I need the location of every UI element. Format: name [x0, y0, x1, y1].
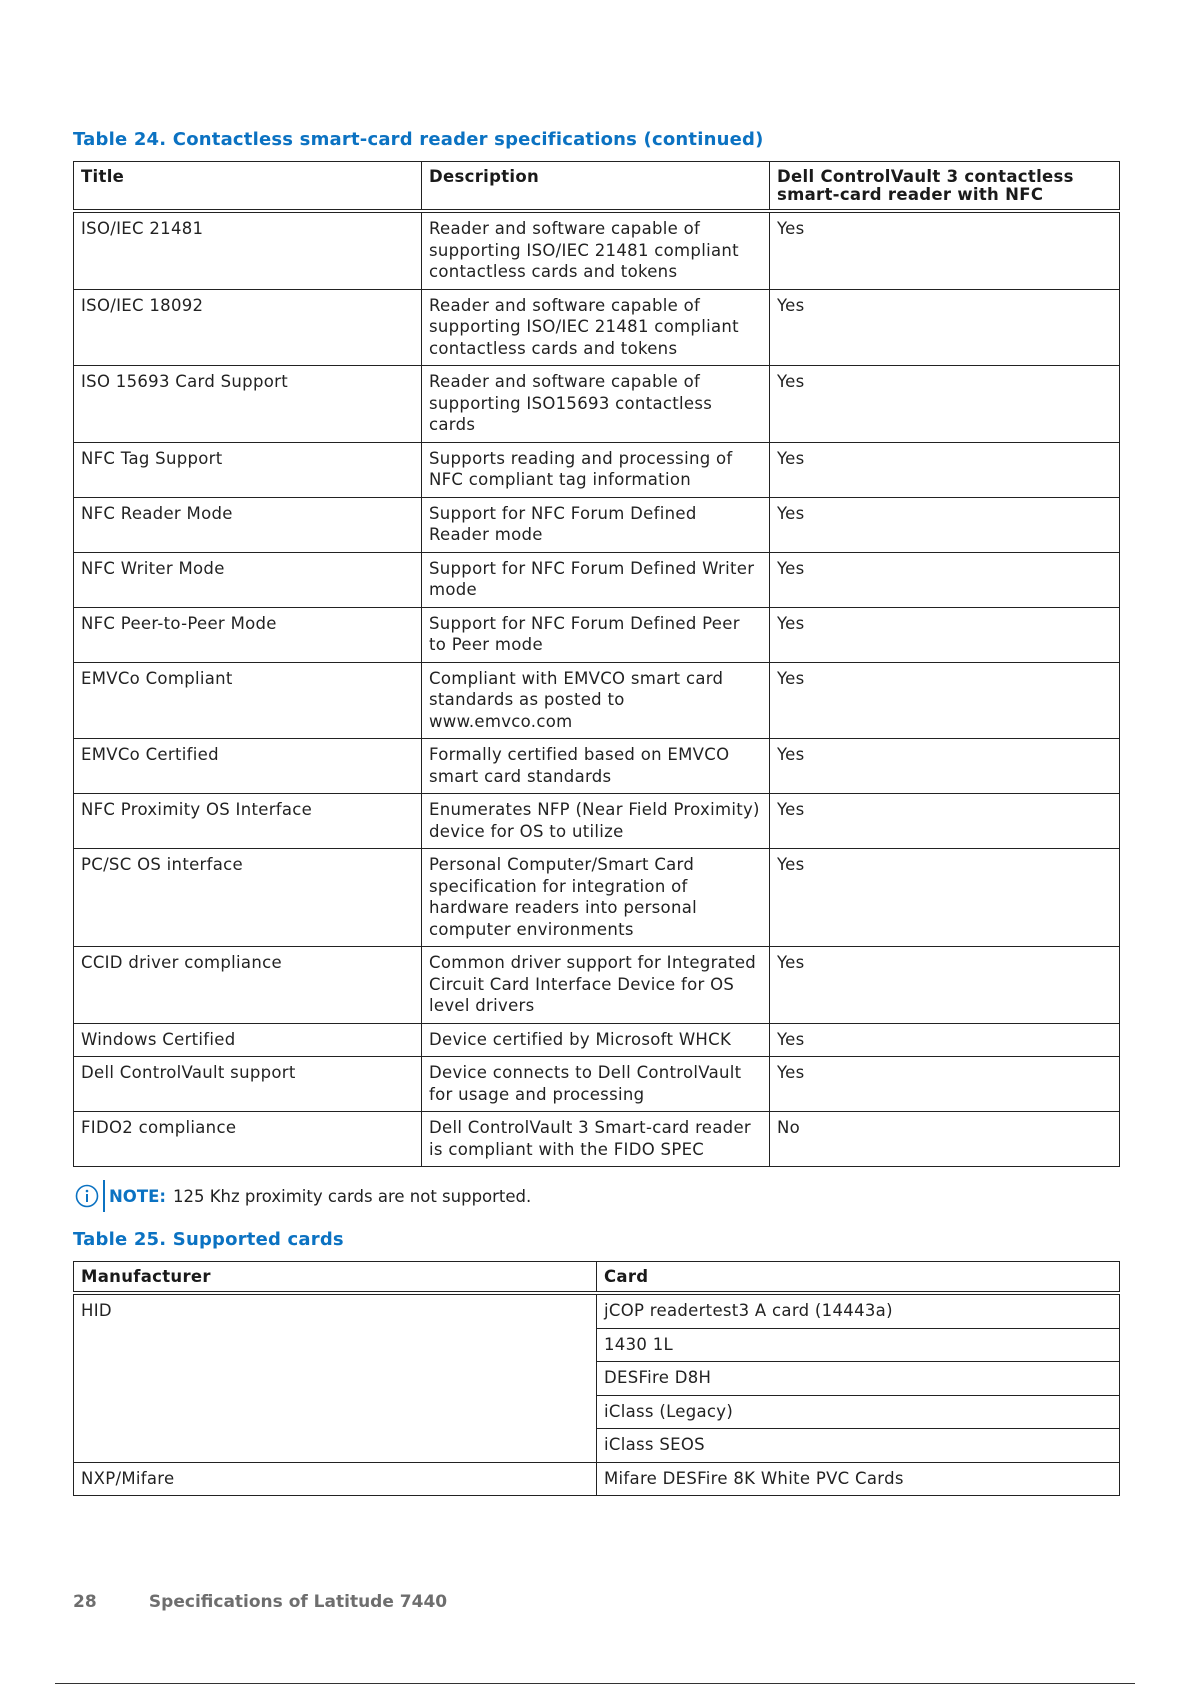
table-row: [74, 607, 1120, 662]
cell-support: Yes: [770, 366, 1120, 443]
table-row: [74, 289, 1120, 366]
cell-title: ISO/IEC 18092: [74, 289, 422, 366]
cell-description: Support for NFC Forum Defined Peer to Peer mode: [422, 607, 770, 662]
cell-card: iClass SEOS: [597, 1429, 1120, 1463]
cell-description: Reader and software capable of supporting ISO/IEC 21481 compliant contactless cards and tokens: [422, 289, 770, 366]
note-text: 125 Khz proximity cards are not supported.: [172, 1186, 532, 1206]
cell-support: Yes: [770, 662, 1120, 739]
table-row: [74, 662, 1120, 739]
cell-title: EMVCo Certified: [74, 739, 422, 794]
cell-description: Formally certified based on EMVCO smart card standards: [422, 739, 770, 794]
cell-support: Yes: [770, 947, 1120, 1024]
cell-description: Enumerates NFP (Near Field Proximity) device for OS to utilize: [422, 794, 770, 849]
cell-support: Yes: [770, 1023, 1120, 1057]
cell-title: CCID driver compliance: [74, 947, 422, 1024]
table-row: [74, 1023, 1120, 1057]
cell-support: Yes: [770, 289, 1120, 366]
table-header-row: [74, 162, 1120, 212]
cell-card: jCOP readertest3 A card (14443a): [597, 1293, 1120, 1328]
info-icon: [75, 1184, 99, 1208]
cell-manufacturer: NXP/Mifare: [74, 1462, 597, 1496]
cell-description: Device connects to Dell ControlVault for usage and processing: [422, 1057, 770, 1112]
footer-section-title: Specifications of Latitude 7440: [148, 1592, 448, 1612]
cell-description: Reader and software capable of supporting ISO/IEC 21481 compliant contactless cards and tokens: [422, 211, 770, 289]
table-row: [74, 1057, 1120, 1112]
cell-card: DESFire D8H: [597, 1362, 1120, 1396]
cell-card: 1430 1L: [597, 1328, 1120, 1362]
cell-description: Support for NFC Forum Defined Writer mode: [422, 552, 770, 607]
cell-support: Yes: [770, 607, 1120, 662]
table-row: [74, 442, 1120, 497]
cell-description: Common driver support for Integrated Circuit Card Interface Device for OS level drivers: [422, 947, 770, 1024]
cell-title: Windows Certified: [74, 1023, 422, 1057]
cell-title: EMVCo Compliant: [74, 662, 422, 739]
table-row: [74, 739, 1120, 794]
cell-title: NFC Peer-to-Peer Mode: [74, 607, 422, 662]
cell-title: NFC Proximity OS Interface: [74, 794, 422, 849]
table-row: [74, 1462, 1120, 1496]
cell-title: Dell ControlVault support: [74, 1057, 422, 1112]
table-row: [74, 211, 1120, 289]
cell-title: ISO/IEC 21481: [74, 211, 422, 289]
cell-support: Yes: [770, 211, 1120, 289]
cell-description: Supports reading and processing of NFC compliant tag information: [422, 442, 770, 497]
column-header-description: Description: [422, 162, 770, 212]
cell-support: No: [770, 1112, 1120, 1167]
cell-support: Yes: [770, 497, 1120, 552]
page-footer: [73, 1592, 447, 1612]
column-header-title: Title: [74, 162, 422, 212]
cell-description: Personal Computer/Smart Card specification for integration of hardware readers into personal computer environments: [422, 849, 770, 947]
column-header-reader: Dell ControlVault 3 contactless smart-card reader with NFC: [770, 162, 1120, 212]
cell-support: Yes: [770, 794, 1120, 849]
cell-title: PC/SC OS interface: [74, 849, 422, 947]
note-label: NOTE:: [109, 1186, 166, 1206]
table-row: [74, 366, 1120, 443]
table-row: [74, 1293, 1120, 1328]
cell-support: Yes: [770, 442, 1120, 497]
column-header-card: Card: [597, 1262, 1120, 1294]
table-row: [74, 497, 1120, 552]
cell-title: ISO 15693 Card Support: [74, 366, 422, 443]
cell-support: Yes: [770, 552, 1120, 607]
table-row: [74, 552, 1120, 607]
cell-description: Reader and software capable of supporting ISO15693 contactless cards: [422, 366, 770, 443]
cell-description: Compliant with EMVCO smart card standards as posted to www.emvco.com: [422, 662, 770, 739]
table-row: [74, 947, 1120, 1024]
table-row: [74, 849, 1120, 947]
cell-support: Yes: [770, 739, 1120, 794]
table-row: [74, 1112, 1120, 1167]
cell-card: Mifare DESFire 8K White PVC Cards: [597, 1462, 1120, 1496]
table-header-row: [74, 1262, 1120, 1294]
cell-description: Dell ControlVault 3 Smart-card reader is compliant with the FIDO SPEC: [422, 1112, 770, 1167]
cell-description: Support for NFC Forum Defined Reader mode: [422, 497, 770, 552]
cell-manufacturer: HID: [74, 1293, 597, 1462]
table-row: [74, 794, 1120, 849]
page-number: 28: [73, 1592, 97, 1612]
cell-title: FIDO2 compliance: [74, 1112, 422, 1167]
table-25-caption: Table 25. Supported cards: [73, 1229, 344, 1250]
cell-title: NFC Tag Support: [74, 442, 422, 497]
cell-description: Device certified by Microsoft WHCK: [422, 1023, 770, 1057]
contactless-reader-spec-table: [73, 161, 1120, 1167]
cell-support: Yes: [770, 1057, 1120, 1112]
note-callout: [75, 1180, 531, 1212]
cell-support: Yes: [770, 849, 1120, 947]
supported-cards-table: [73, 1261, 1120, 1496]
column-header-manufacturer: Manufacturer: [74, 1262, 597, 1294]
note-divider: [103, 1180, 105, 1212]
table-24-caption: Table 24. Contactless smart-card reader specifications (continued): [73, 129, 764, 150]
cell-title: NFC Reader Mode: [74, 497, 422, 552]
cell-title: NFC Writer Mode: [74, 552, 422, 607]
cell-card: iClass (Legacy): [597, 1395, 1120, 1429]
